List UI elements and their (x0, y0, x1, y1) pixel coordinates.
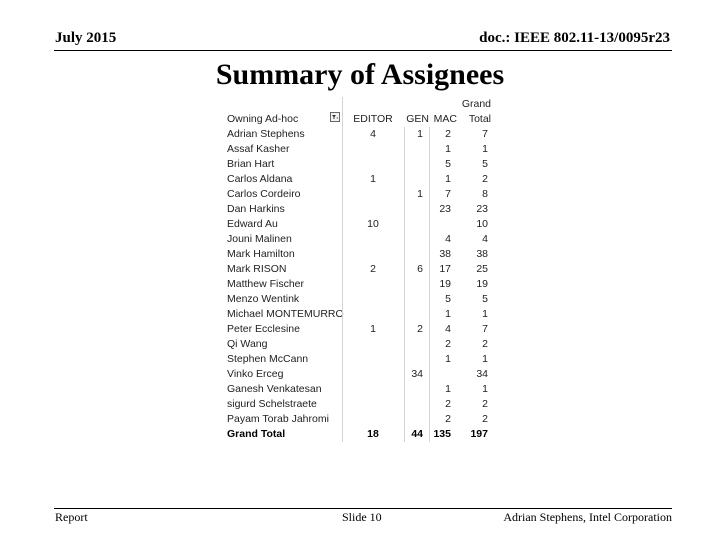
cell-editor (342, 187, 404, 202)
cell-gen: 34 (411, 368, 423, 380)
footer-author: Adrian Stephens, Intel Corporation (503, 510, 672, 524)
cell-mac: 5 (445, 293, 451, 305)
cell-mac: 1 (445, 143, 451, 155)
cell-mac: 7 (445, 188, 451, 200)
cell-gen (404, 277, 429, 292)
cell-mac: 2 (445, 128, 451, 140)
cell-editor: 4 (370, 128, 376, 140)
cell-name: Ganesh Venkatesan (227, 383, 322, 395)
cell-total: 8 (482, 188, 488, 200)
cell-gen (404, 397, 429, 412)
cell-gen (404, 172, 429, 187)
cell-name: Peter Ecclesine (227, 323, 300, 335)
cell-editor (342, 142, 404, 157)
cell-total: 1 (482, 308, 488, 320)
cell-total: 2 (482, 413, 488, 425)
cell-name: Brian Hart (227, 158, 275, 170)
column-header-total: Total (468, 113, 491, 125)
cell-name: Stephen McCann (227, 353, 309, 365)
cell-mac: 2 (445, 413, 451, 425)
column-header-mac: MAC (433, 113, 457, 125)
cell-mac: 4 (445, 233, 451, 245)
cell-name: Mark RISON (227, 263, 287, 275)
cell-gen (404, 382, 429, 397)
cell-total: 197 (470, 428, 488, 440)
cell-name: Assaf Kasher (227, 143, 290, 155)
cell-editor: 2 (370, 263, 376, 275)
cell-name: sigurd Schelstraete (227, 398, 317, 410)
column-header-grand: Grand (461, 98, 491, 110)
slide-title: Summary of Assignees (215, 58, 505, 91)
cell-mac: 5 (445, 158, 451, 170)
cell-gen (404, 202, 429, 217)
cell-total: 2 (482, 398, 488, 410)
cell-editor: 10 (367, 218, 379, 230)
cell-editor: 1 (370, 323, 376, 335)
cell-gen: 1 (417, 188, 423, 200)
cell-gen (404, 307, 429, 322)
cell-mac: 17 (439, 263, 451, 275)
cell-name: Carlos Aldana (227, 173, 293, 185)
cell-total: 2 (482, 338, 488, 350)
cell-editor (342, 337, 404, 352)
cell-total: 4 (482, 233, 488, 245)
cell-mac (429, 367, 457, 382)
cell-mac (429, 217, 457, 232)
cell-gen (404, 292, 429, 307)
cell-gen: 1 (417, 128, 423, 140)
cell-total: 5 (482, 158, 488, 170)
cell-mac: 1 (445, 308, 451, 320)
cell-editor (342, 352, 404, 367)
column-divider (404, 127, 405, 442)
cell-gen (404, 157, 429, 172)
cell-name: Mark Hamilton (227, 248, 295, 260)
cell-total: 25 (476, 263, 488, 275)
cell-editor (342, 412, 404, 427)
cell-name: Qi Wang (227, 338, 268, 350)
cell-mac: 38 (439, 248, 451, 260)
cell-name: Menzo Wentink (227, 293, 300, 305)
cell-mac: 2 (445, 338, 451, 350)
cell-gen (404, 412, 429, 427)
cell-mac: 4 (445, 323, 451, 335)
cell-gen: 44 (411, 428, 423, 440)
cell-editor (342, 307, 404, 322)
cell-gen: 6 (417, 263, 423, 275)
cell-total: 34 (476, 368, 488, 380)
cell-name: Carlos Cordeiro (227, 188, 301, 200)
cell-mac: 135 (433, 428, 451, 440)
cell-total: 1 (482, 353, 488, 365)
cell-name: Grand Total (227, 428, 286, 440)
cell-mac: 2 (445, 398, 451, 410)
cell-gen (404, 247, 429, 262)
cell-mac: 1 (445, 353, 451, 365)
column-header-editor: EDITOR (353, 113, 393, 125)
cell-gen (404, 142, 429, 157)
cell-editor (342, 232, 404, 247)
footer-slide-number: Slide 10 (342, 510, 382, 524)
cell-editor (342, 292, 404, 307)
footer-left: Report (55, 510, 88, 524)
footer-divider (54, 508, 672, 509)
cell-editor (342, 277, 404, 292)
cell-mac: 19 (439, 278, 451, 290)
cell-total: 38 (476, 248, 488, 260)
column-header-gen: GEN (406, 113, 429, 125)
cell-total: 1 (482, 383, 488, 395)
cell-name: Payam Torab Jahromi (227, 413, 329, 425)
cell-editor (342, 397, 404, 412)
cell-mac: 1 (445, 383, 451, 395)
cell-name: Matthew Fischer (227, 278, 305, 290)
cell-total: 1 (482, 143, 488, 155)
cell-editor (342, 247, 404, 262)
cell-total: 23 (476, 203, 488, 215)
cell-mac: 23 (439, 203, 451, 215)
cell-total: 2 (482, 173, 488, 185)
cell-gen: 2 (417, 323, 423, 335)
cell-gen (404, 232, 429, 247)
cell-editor: 18 (367, 428, 379, 440)
cell-total: 5 (482, 293, 488, 305)
cell-gen (404, 337, 429, 352)
cell-editor (342, 157, 404, 172)
cell-editor: 1 (370, 173, 376, 185)
cell-editor (342, 202, 404, 217)
cell-total: 7 (482, 128, 488, 140)
header-divider (54, 50, 672, 51)
filter-dropdown-icon[interactable] (330, 112, 340, 122)
header-date: July 2015 (55, 30, 117, 46)
cell-total: 10 (476, 218, 488, 230)
cell-name: Vinko Erceg (227, 368, 284, 380)
cell-editor (342, 382, 404, 397)
cell-name: Michael MONTEMURRO (227, 308, 344, 320)
cell-name: Adrian Stephens (227, 128, 305, 140)
column-divider (429, 127, 430, 442)
cell-name: Dan Harkins (227, 203, 285, 215)
cell-editor (342, 367, 404, 382)
cell-gen (404, 352, 429, 367)
cell-gen (404, 217, 429, 232)
cell-total: 7 (482, 323, 488, 335)
cell-mac: 1 (445, 173, 451, 185)
column-divider (342, 97, 343, 442)
header-doc-id: doc.: IEEE 802.11-13/0095r23 (479, 30, 670, 46)
cell-name: Jouni Malinen (227, 233, 292, 245)
column-header-owning-adhoc: Owning Ad-hoc (227, 113, 299, 125)
cell-total: 19 (476, 278, 488, 290)
cell-name: Edward Au (227, 218, 278, 230)
